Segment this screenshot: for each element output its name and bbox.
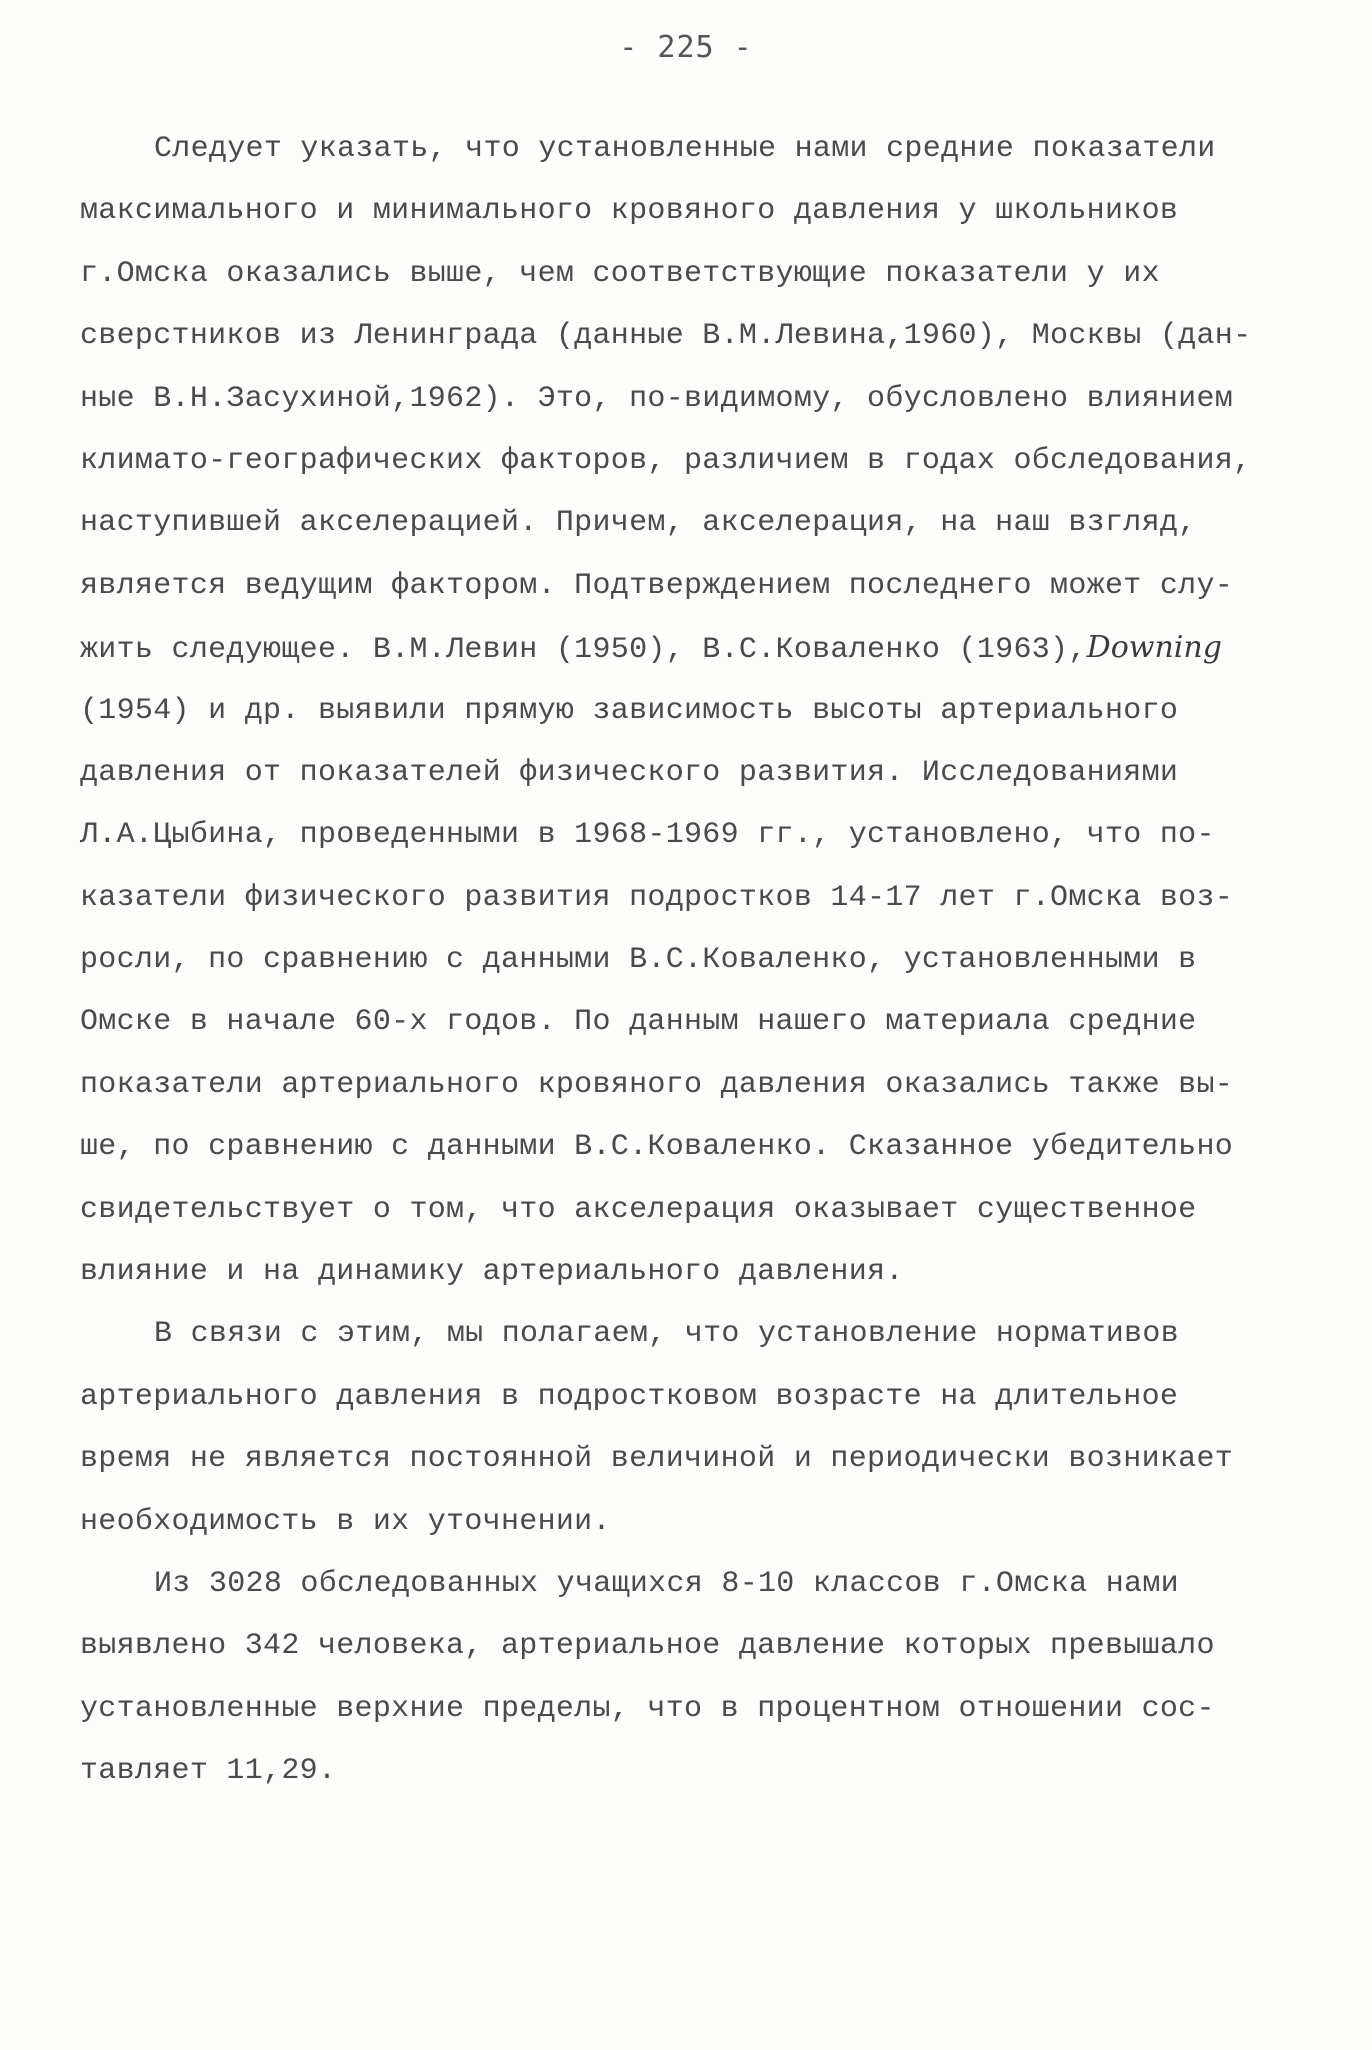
text-line: Из 3028 обследованных учащихся 8-10 классов г.Омска нами [154, 1566, 1179, 1601]
text-line: выявлено 342 человека, артериальное давление которых превышало [80, 1629, 1215, 1664]
text-line: Следует указать, что установленные нами средние показатели [154, 132, 1216, 166]
text-line: климато-географических факторов, различием в годах обследования, [80, 443, 1252, 478]
text-line: установленные верхние пределы, что в процентном отношении сос- [80, 1691, 1215, 1726]
handwritten-insert: Downing [1086, 630, 1222, 666]
text-line: сверстников из Ленинграда (данные В.М.Левина,1960), Москвы (дан- [80, 319, 1252, 354]
text-line: тавляет 11,29. [80, 1754, 337, 1789]
text-line: давления от показателей физического развития. Исследованиями [80, 755, 1179, 790]
text-line: показатели артериального кровяного давления оказались также вы- [80, 1067, 1234, 1102]
paragraph-1 [80, 118, 1300, 1303]
page-number: - 225 - [619, 30, 753, 65]
text-segment: жить следующее. В.М.Левин (1950), В.С.Коваленко (1963), [80, 633, 1087, 668]
text-line: ше, по сравнению с данными В.С.Коваленко. Сказанное убедительно [80, 1130, 1234, 1165]
text-line: влияние и на динамику артериального давления. [80, 1255, 904, 1290]
text-line: В связи с этим, мы полагаем, что установление нормативов [154, 1317, 1179, 1352]
text-line: наступившей акселерацией. Причем, акселерация, на наш взгляд, [80, 506, 1197, 541]
text-line: является ведущим фактором. Подтверждением последнего может слу- [80, 568, 1234, 603]
text-line: казатели физического развития подростков 14-17 лет г.Омска воз- [80, 880, 1234, 915]
text-line: росли, по сравнению с данными В.С.Коваленко, установленными в [80, 943, 1197, 978]
text-line: необходимость в их уточнении. [80, 1504, 611, 1539]
text-line: Омске в начале 60-х годов. По данным нашего материала средние [80, 1005, 1197, 1040]
text-line: время не является постоянной величиной и периодически возникает [80, 1442, 1234, 1477]
text-line-with-insert [80, 617, 1300, 679]
text-line: г.Омска оказались выше, чем соответствующие показатели у их [80, 256, 1160, 291]
text-line: максимального и минимального кровяного давления у школьников [80, 194, 1179, 229]
paragraph-2 [80, 1303, 1300, 1553]
text-line: Л.А.Цыбина, проведенными в 1968-1969 гг., установлено, что по- [80, 818, 1215, 853]
paragraph-3 [80, 1553, 1300, 1803]
text-line: свидетельствует о том, что акселерация оказывает существенное [80, 1192, 1197, 1227]
body-text [80, 118, 1300, 1803]
text-line: ные В.Н.Засухиной,1962). Это, по-видимому, обусловлено влиянием [80, 381, 1234, 416]
text-line: (1954) и др. выявили прямую зависимость высоты артериального [80, 693, 1179, 728]
text-line: артериального давления в подростковом возрасте на длительное [80, 1379, 1179, 1414]
